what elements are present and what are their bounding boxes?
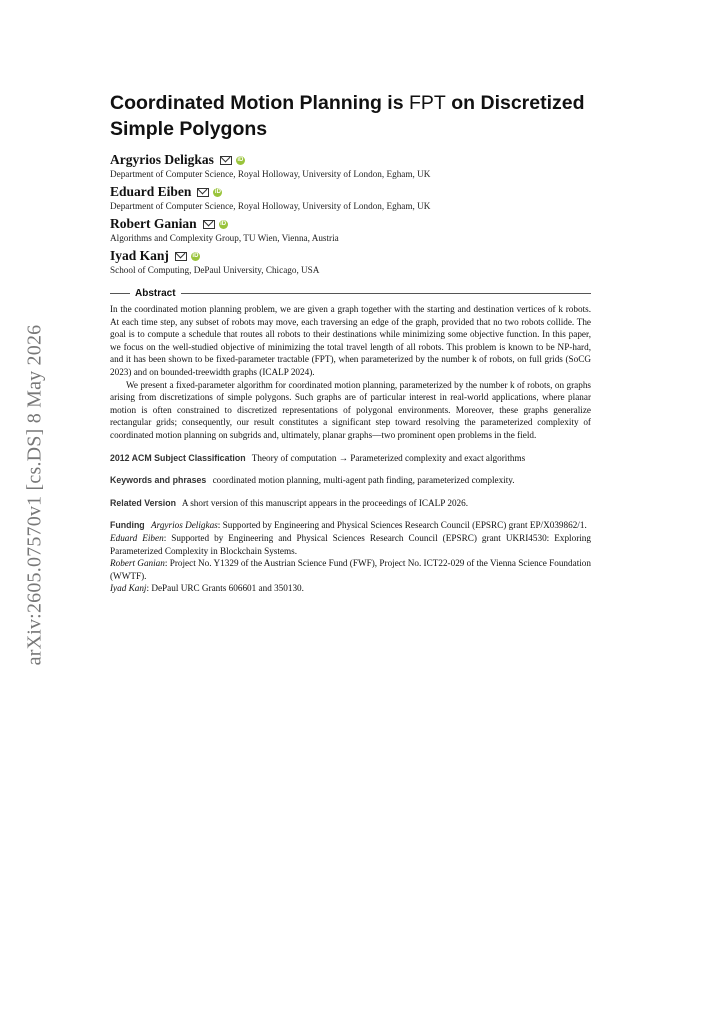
abstract-paragraph-1: In the coordinated motion planning problem, we are given a graph together with the starting and destination vertices of k robots. At each time step, any subset of robots may move, each traversing an edge of the graph, provided that no two robots collide. The goal is to compute a schedule that routes all robots to their destinations while minimizing some objective function. In this paper, we focus on the well-studied objective of minimizing the total travel length of all robots. This problem is known to be NP-hard, and it has been shown to be fixed-parameter tractable (FPT), when parameterized by the number k of robots, on full grids (SoCG 2023) and on bounded-treewidth graphs (ICALP 2024). [110, 304, 591, 377]
abstract-rule-left [110, 293, 130, 294]
funding-section [110, 519, 591, 595]
keywords-text: coordinated motion planning, multi-agent path finding, parameterized complexity. [212, 475, 515, 486]
abstract-rule-right [181, 293, 591, 294]
author-block [110, 248, 591, 276]
related-label: Related Version [110, 497, 177, 508]
funding-text: : DePaul URC Grants 606601 and 350130. [146, 583, 304, 594]
orcid-icon[interactable]: iD [192, 252, 199, 259]
arxiv-id: arXiv:2605.07570v1 [cs.DS] 8 May 2026 [23, 324, 46, 666]
arxiv-sidebar-stamp [20, 300, 50, 690]
funding-name: Robert Ganian [110, 558, 165, 569]
author-name: Iyad Kanj [110, 248, 169, 263]
funding-text: : Supported by Engineering and Physical Sciences Research Council (EPSRC) grant UKRI4530: Exploring Parameterized Complexity in Blockchain Systems. [110, 532, 591, 556]
funding-item [110, 532, 591, 557]
related-text: A short version of this manuscript appears in the proceedings of ICALP 2026. [181, 497, 469, 508]
keywords [110, 474, 591, 487]
author-name: Robert Ganian [110, 216, 197, 231]
mail-icon[interactable] [220, 156, 232, 165]
acm-text: Theory of computation → Parameterized complexity and exact algorithms [251, 452, 526, 463]
author-block [110, 184, 591, 212]
author-affiliation: Department of Computer Science, Royal Holloway, University of London, Egham, UK [110, 169, 431, 179]
acm-classification [110, 452, 591, 465]
author-block [110, 216, 591, 244]
author-block [110, 152, 591, 180]
paper-front-page [110, 90, 591, 595]
acm-label: 2012 ACM Subject Classification [110, 452, 246, 463]
funding-item [110, 582, 591, 595]
title-part2: on Discretized Simple Polygons [110, 92, 585, 140]
mail-icon[interactable] [175, 252, 187, 261]
funding-text: : Project No. Y1329 of the Austrian Science Fund (FWF), Project No. ICT22-029 of the Vienna Science Foundation (WWTF). [110, 558, 591, 581]
funding-label: Funding [110, 520, 145, 531]
abstract-heading [110, 288, 591, 299]
author-affiliation: Algorithms and Complexity Group, TU Wien, Vienna, Austria [110, 233, 339, 243]
orcid-icon[interactable]: iD [214, 188, 221, 195]
funding-name: Eduard Eiben [110, 532, 164, 543]
author-affiliation: Department of Computer Science, Royal Holloway, University of London, Egham, UK [110, 201, 431, 211]
funding-name: Argyrios Deligkas [150, 520, 218, 531]
mail-icon[interactable] [197, 188, 209, 197]
funding-text: : Supported by Engineering and Physical Sciences Research Council (EPSRC) grant EP/X039862/1. [217, 520, 587, 531]
funding-item [110, 519, 591, 532]
abstract-paragraph-2: We present a fixed-parameter algorithm for coordinated motion planning, parameterized by the number k of robots, on graphs arising from discretizations of simple polygons. Such graphs are of particular interest in real-world applications, where planar motion is often constrained to discretized representations of polygonal environments. Moreover, these graphs generalize rectangular grids; consequently, our result constitutes a significant step toward resolving the parameterized complexity of coordinated motion planning on subgrids and, ultimately, planar graphs—two prominent open problems in the field. [110, 379, 591, 440]
funding-name: Iyad Kanj [110, 583, 147, 594]
author-name: Eduard Eiben [110, 184, 192, 199]
keywords-label: Keywords and phrases [110, 475, 207, 486]
orcid-icon[interactable]: iD [237, 156, 244, 163]
author-affiliation: School of Computing, DePaul University, Chicago, USA [110, 265, 320, 275]
funding-item [110, 557, 591, 582]
related-version [110, 497, 591, 510]
title-part1: Coordinated Motion Planning is [110, 92, 409, 114]
author-name: Argyrios Deligkas [110, 152, 214, 167]
title-fpt: FPT [408, 92, 446, 114]
orcid-icon[interactable]: iD [220, 220, 227, 227]
abstract-label: Abstract [135, 288, 176, 299]
mail-icon[interactable] [203, 220, 215, 229]
paper-title [110, 90, 591, 142]
